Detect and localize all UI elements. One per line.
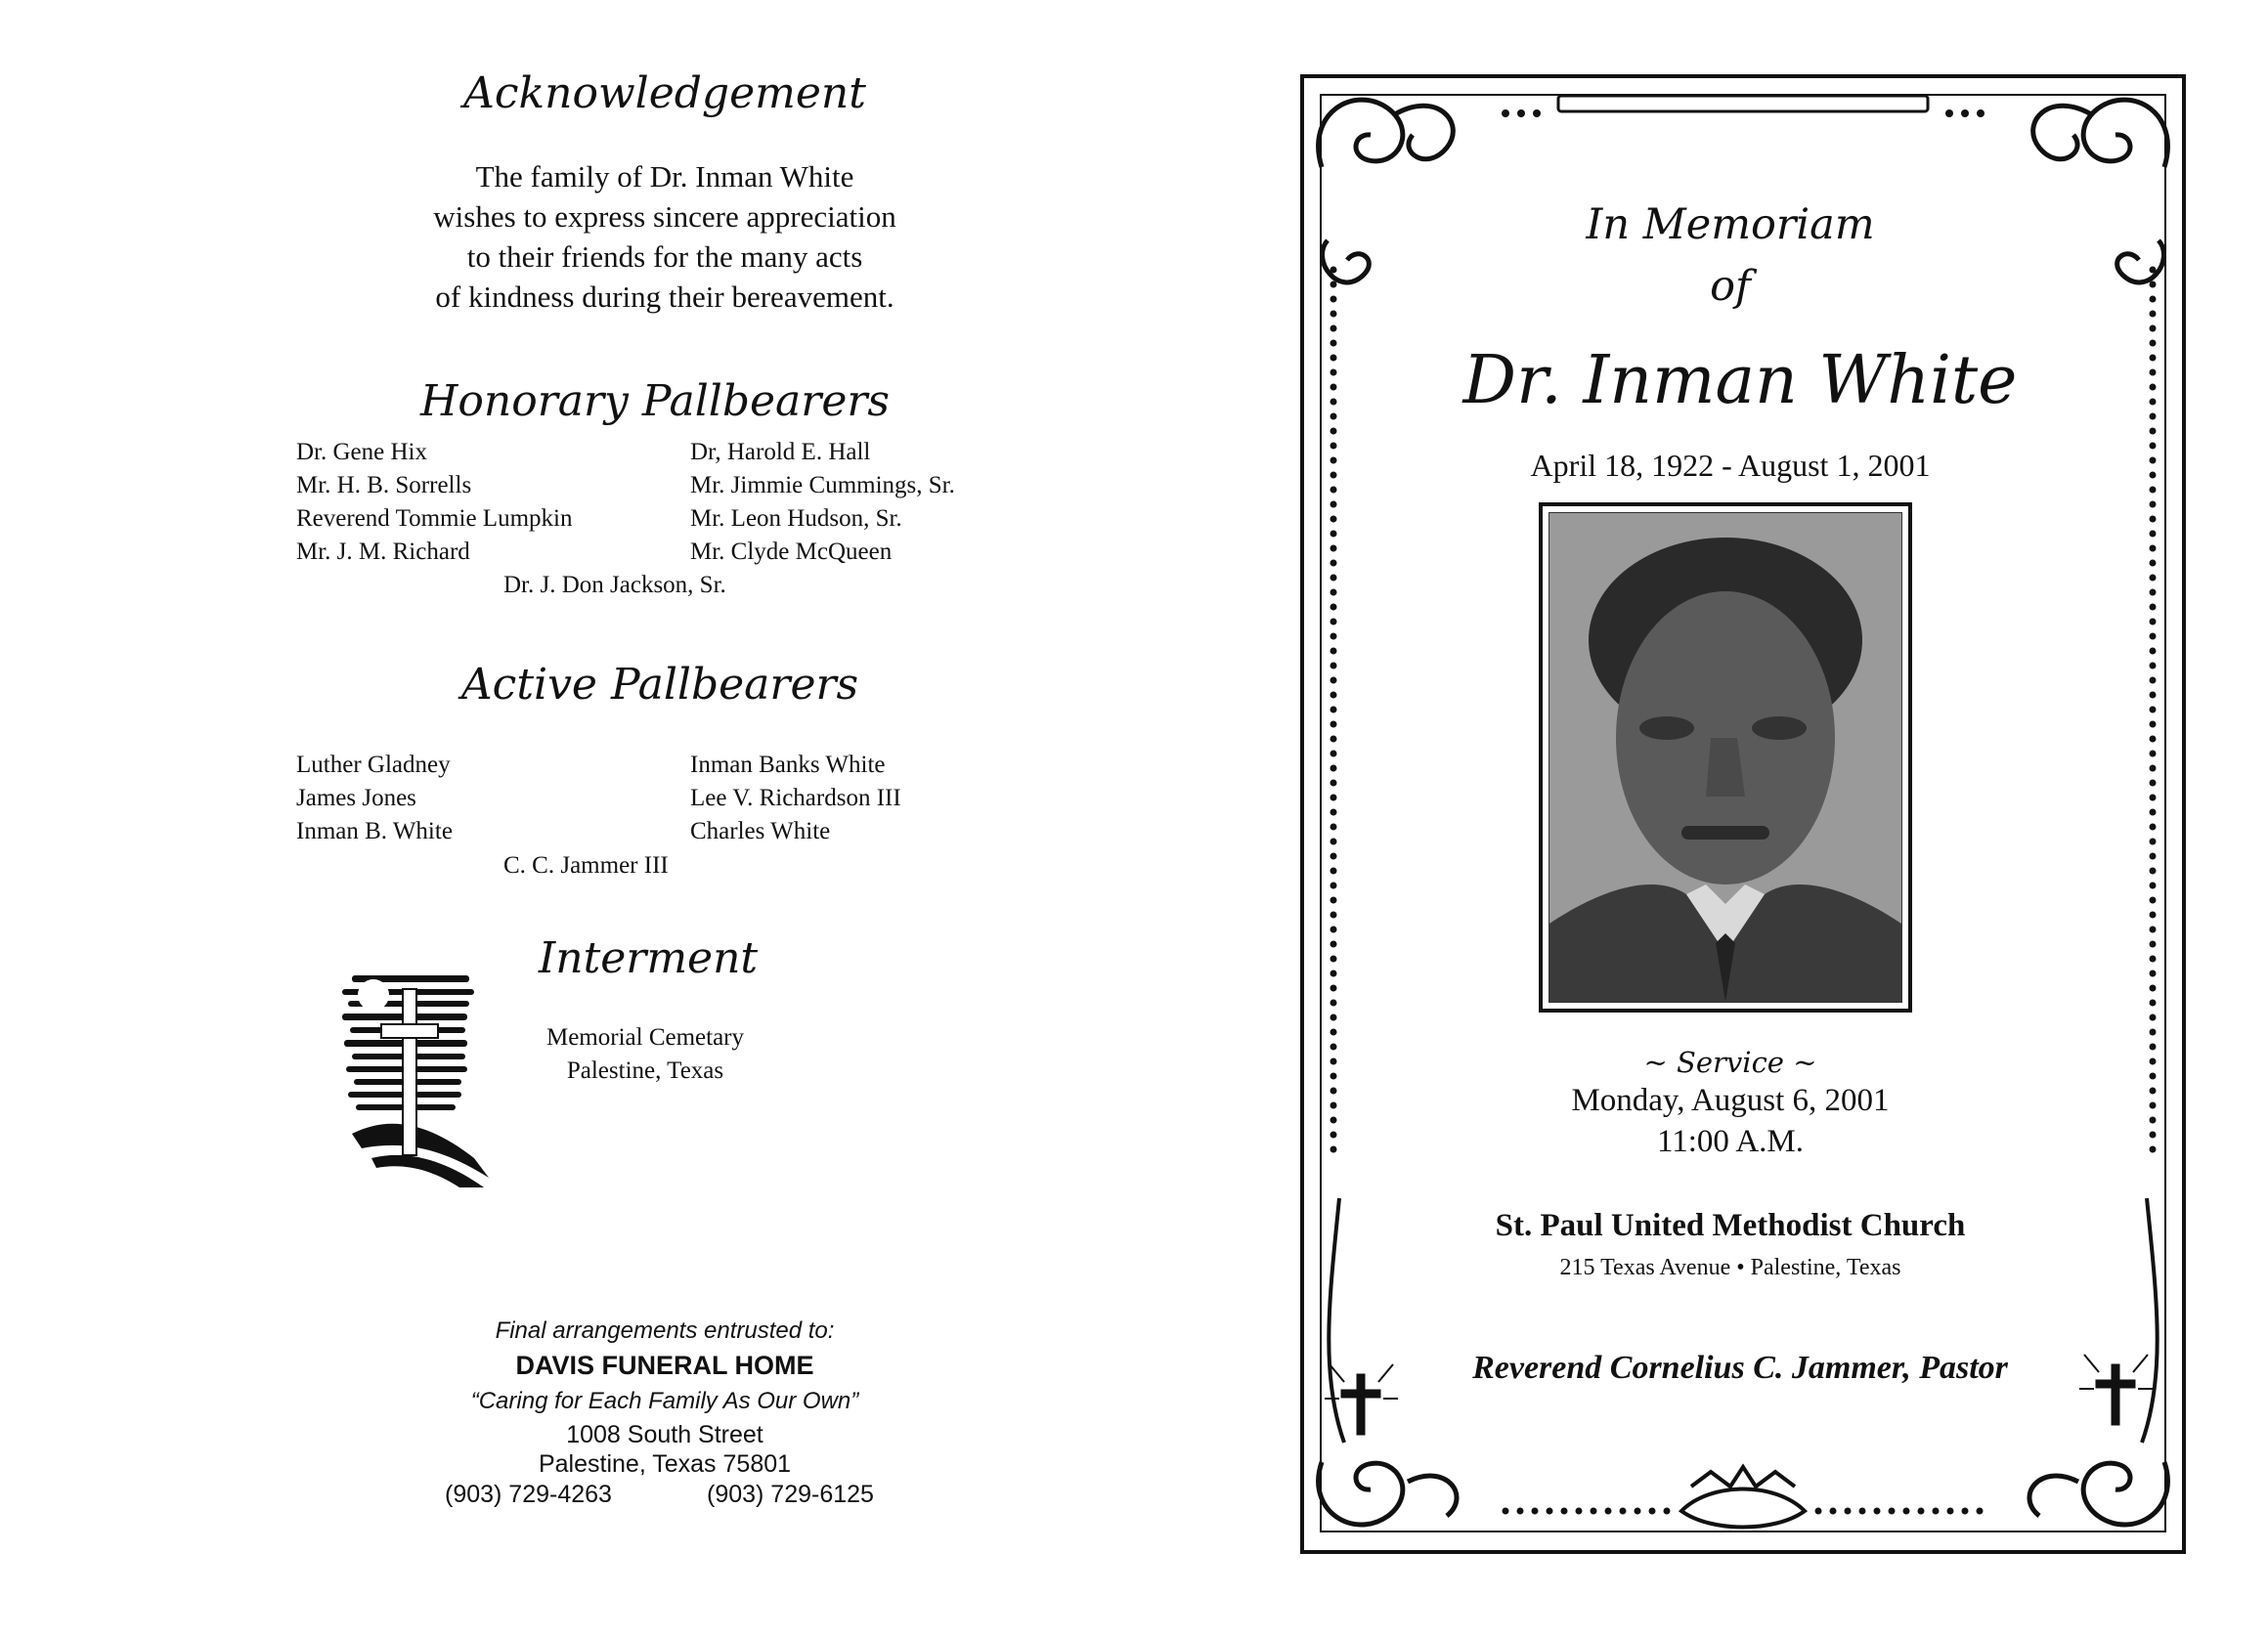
active-col-2 [690,749,901,848]
service-date: Monday, August 6, 2001 [1571,1083,1890,1118]
honorary-col-2 [690,436,955,569]
church-name: St. Paul United Methodist Church [1495,1208,1966,1243]
honorary-pallbearer: Mr. Jimmie Cummings, Sr. [690,472,955,498]
active-pallbearer: Inman B. White [296,818,453,844]
pastor-name: Reverend Cornelius C. Jammer, Pastor [1472,1350,2008,1386]
funeral-home-street: 1008 South Street [566,1421,763,1448]
active-pallbearer-last: C. C. Jammer III [503,852,669,879]
active-pallbearer: James Jones [296,785,416,811]
funeral-home-intro: Final arrangements entrusted to: [495,1317,835,1344]
honorary-pallbearer: Dr. Gene Hix [296,439,427,465]
acknowledgement-line-1: The family of Dr. Inman White [475,159,854,194]
life-dates: April 18, 1922 - August 1, 2001 [1530,448,1931,483]
interment-line-2: Palestine, Texas [566,1057,724,1084]
active-pallbearers-heading: Active Pallbearers [460,660,859,710]
deceased-name: Dr. Inman White [1462,342,2018,419]
active-pallbearer: Luther Gladney [296,752,451,778]
honorary-pallbearer: Mr. Clyde McQueen [690,539,893,565]
honorary-pallbearer: Mr. Leon Hudson, Sr. [690,505,902,532]
acknowledgement-line-3: to their friends for the many acts [466,239,863,274]
of-text: of [1710,262,1751,311]
service-label: ~ Service ~ [1643,1046,1817,1079]
funeral-home-phone-2: (903) 729-6125 [707,1481,874,1508]
honorary-pallbearer: Mr. H. B. Sorrells [296,472,472,498]
funeral-home-city: Palestine, Texas 75801 [538,1450,792,1478]
funeral-home-name: DAVIS FUNERAL HOME [515,1351,814,1380]
honorary-pallbearer: Reverend Tommie Lumpkin [296,505,573,532]
acknowledgement-heading: Acknowledgement [463,68,866,118]
cross-landscape-icon [342,968,499,1192]
in-memoriam-title: In Memoriam [1586,200,1875,249]
service-time: 11:00 A.M. [1656,1124,1805,1159]
active-pallbearer: Inman Banks White [690,752,886,778]
portrait-photo [1539,502,1912,1013]
honorary-col-1 [296,436,572,569]
honorary-pallbearer-last: Dr. J. Don Jackson, Sr. [503,572,726,598]
active-col-1 [296,749,453,848]
honorary-pallbearer: Mr. J. M. Richard [296,539,470,565]
church-address: 215 Texas Avenue • Palestine, Texas [1559,1255,1901,1280]
funeral-home-motto: “Caring for Each Family As Our Own” [470,1388,859,1414]
acknowledgement-line-4: of kindness during their bereavement. [435,280,894,314]
honorary-pallbearer: Dr, Harold E. Hall [690,439,871,465]
funeral-home-phone-1: (903) 729-4263 [445,1481,612,1508]
acknowledgement-line-2: wishes to express sincere appreciation [433,199,896,234]
interment-line-1: Memorial Cemetary [545,1024,744,1051]
honorary-pallbearers-heading: Honorary Pallbearers [420,376,890,426]
active-pallbearer: Lee V. Richardson III [690,785,901,811]
interment-heading: Interment [538,933,759,983]
portrait-image [1548,512,1902,1003]
active-pallbearer: Charles White [690,818,831,844]
